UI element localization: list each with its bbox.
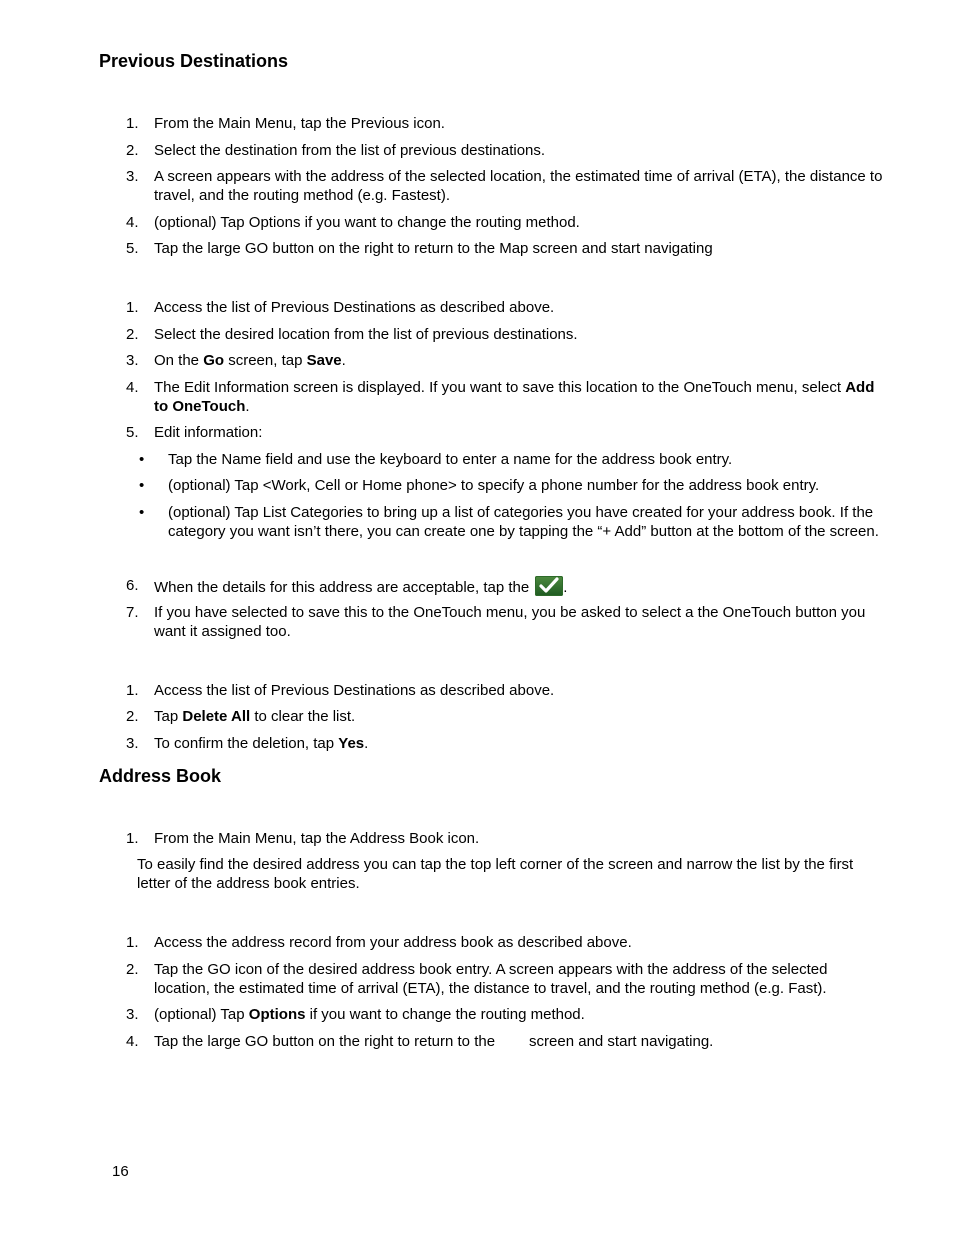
bullet-marker: • bbox=[139, 477, 145, 494]
list-number: 3. bbox=[126, 1006, 139, 1023]
list-item-text: When the details for this address are acceptable, tap the . bbox=[154, 576, 884, 597]
list-number: 3. bbox=[126, 352, 139, 369]
list-number: 2. bbox=[126, 961, 139, 978]
list-item-text: Tap the GO icon of the desired address book entry. A screen appears with the address of the selected location, the estimated time of arrival (ETA), the distance to travel, and the routing method (e.g. Fast). bbox=[154, 961, 828, 997]
list-number: 2. bbox=[126, 708, 139, 725]
list-item-text: (optional) Tap Options if you want to change the routing method. bbox=[154, 214, 580, 231]
list-item-text: If you have selected to save this to the OneTouch menu, you be asked to select a the OneTouch button you want it assigned too. bbox=[154, 604, 866, 640]
list-number: 1. bbox=[126, 830, 139, 847]
list-number: 4. bbox=[126, 379, 139, 396]
list-item-text: Access the address record from your address book as described above. bbox=[154, 934, 632, 951]
note-paragraph: To easily find the desired address you can tap the top left corner of the screen and narrow the list by the first letter of the address book entries. bbox=[137, 856, 854, 892]
list-number: 7. bbox=[126, 604, 139, 621]
list-number: 1. bbox=[126, 299, 139, 316]
list-number: 5. bbox=[126, 424, 139, 441]
list-item-text: On the Go screen, tap Save. bbox=[154, 352, 346, 369]
list-number: 2. bbox=[126, 326, 139, 343]
list-number: 4. bbox=[126, 1033, 139, 1050]
bullet-text: (optional) Tap <Work, Cell or Home phone> to specify a phone number for the address book entry. bbox=[168, 477, 820, 494]
list-number: 4. bbox=[126, 214, 139, 231]
section-heading-address-book: Address Book bbox=[99, 766, 222, 786]
list-number: 2. bbox=[126, 142, 139, 159]
list-item-text: Tap the large GO button on the right to return to the Map screen and start navigating bbox=[154, 240, 713, 257]
list-item-text: The Edit Information screen is displayed. If you want to save this location to the OneTouch menu, select Add to OneTouch. bbox=[154, 379, 875, 415]
section-heading-previous-destinations: Previous Destinations bbox=[99, 51, 289, 71]
list-item-text: Tap the large GO button on the right to return to the screen and start navigating. bbox=[154, 1033, 714, 1050]
list-item-text: Edit information: bbox=[154, 424, 263, 441]
list-number: 6. bbox=[126, 577, 139, 594]
list-item-text: Access the list of Previous Destinations as described above. bbox=[154, 299, 555, 316]
list-item-text: Tap Delete All to clear the list. bbox=[154, 708, 356, 725]
list-number: 1. bbox=[126, 934, 139, 951]
list-number: 5. bbox=[126, 240, 139, 257]
list-item-text: Select the destination from the list of previous destinations. bbox=[154, 142, 546, 159]
bullet-marker: • bbox=[139, 451, 145, 468]
list-item-text: (optional) Tap Options if you want to change the routing method. bbox=[154, 1006, 585, 1023]
bullet-marker: • bbox=[139, 504, 145, 521]
list-number: 3. bbox=[126, 168, 139, 185]
list-item-text: From the Main Menu, tap the Previous icon. bbox=[154, 115, 445, 132]
list-item-text: From the Main Menu, tap the Address Book icon. bbox=[154, 830, 480, 847]
list-number: 3. bbox=[126, 735, 139, 752]
page-number: 16 bbox=[112, 1163, 129, 1180]
list-item-text: A screen appears with the address of the selected location, the estimated time of arrival (ETA), the distance to travel, and the routing method (e.g. Fastest). bbox=[154, 168, 883, 204]
list-number: 1. bbox=[126, 115, 139, 132]
bullet-text: (optional) Tap List Categories to bring up a list of categories you have created for your address book. If the category you want isn’t there, you can create one by tapping the “+ Add” button at the bottom of the screen. bbox=[168, 504, 879, 540]
list-item-text: Access the list of Previous Destinations as described above. bbox=[154, 682, 555, 699]
bullet-text: Tap the Name field and use the keyboard to enter a name for the address book entry. bbox=[168, 451, 733, 468]
list-number: 1. bbox=[126, 682, 139, 699]
checkmark-icon bbox=[535, 576, 563, 596]
list-item-text: To confirm the deletion, tap Yes. bbox=[154, 735, 369, 752]
list-item-text: Select the desired location from the list of previous destinations. bbox=[154, 326, 578, 343]
